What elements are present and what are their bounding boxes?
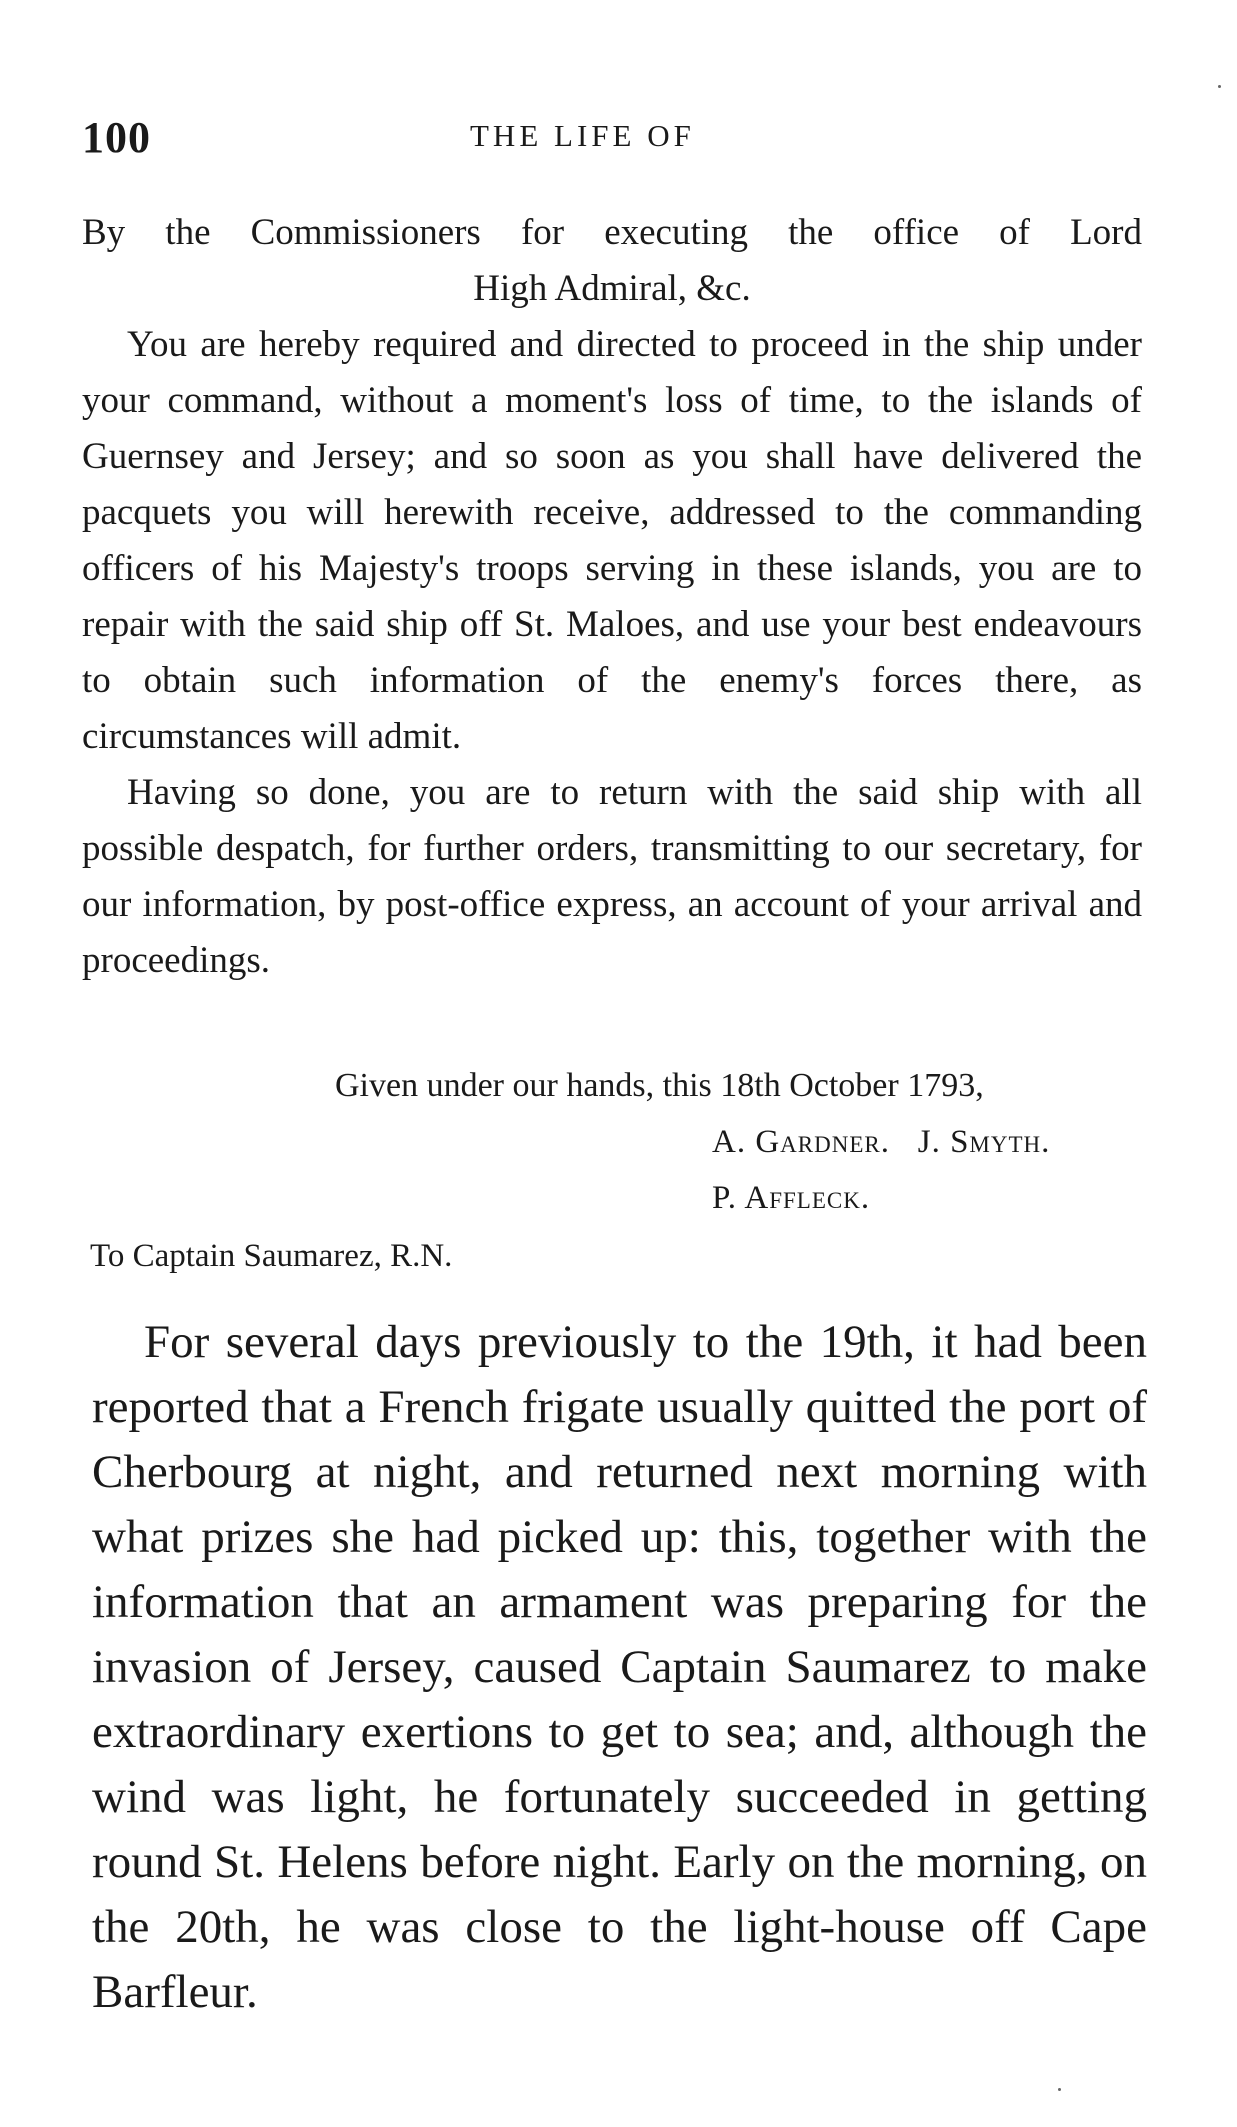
signatories-line-2: P. Affleck. [712,1180,871,1216]
paper-speck [1218,85,1221,88]
running-title: THE LIFE OF [470,118,695,153]
order-heading-line2: High Admiral, &c. [473,268,751,309]
signatories-line-1: A. Gardner. J. Smyth. [712,1124,1051,1160]
order-paragraph-2: Having so done, you are to return with the said ship with all possible despatch, for further orders, transmitting to our secretary, for our information, by post-office express, an account of your arrival and proceedings. [82,772,1142,981]
order-date-line: Given under our hands, this 18th October 1793, [335,1067,984,1104]
order-paragraph-1: You are hereby required and directed to proceed in the ship under your command, without a moment's loss of time, to the islands of Guernsey and Jersey; and so soon as you shall have delivered the pacquets you will herewith receive, addressed to the commanding officers of his Majesty's troops serving in these islands, you are to repair with the said ship off St. Maloes, and use your best endeavours to obtain such information of the enemy's forces there, as circumstances will admit. [82,324,1142,757]
admiralty-order [82,205,1142,989]
order-addressee: To Captain Saumarez, R.N. [90,1238,453,1274]
paper-speck [1058,2088,1061,2091]
narrative-paragraph: For several days previously to the 19th, it had been reported that a French frigate usually quitted the port of Cherbourg at night, and returned next morning with what prizes she had picked up: this, together with the information that an armament was preparing for the invasion of Jersey, caused Captain Saumarez to make extraordinary exertions to get to sea; and, although the wind was light, he fortunately succeeded in getting round St. Helens before night. Early on the morning, on the 20th, he was close to the light-house off Cape Barfleur. [92,1316,1147,2018]
page-number: 100 [82,113,151,162]
order-heading-line1: By the Commissioners for executing the office of Lord [82,212,1142,253]
